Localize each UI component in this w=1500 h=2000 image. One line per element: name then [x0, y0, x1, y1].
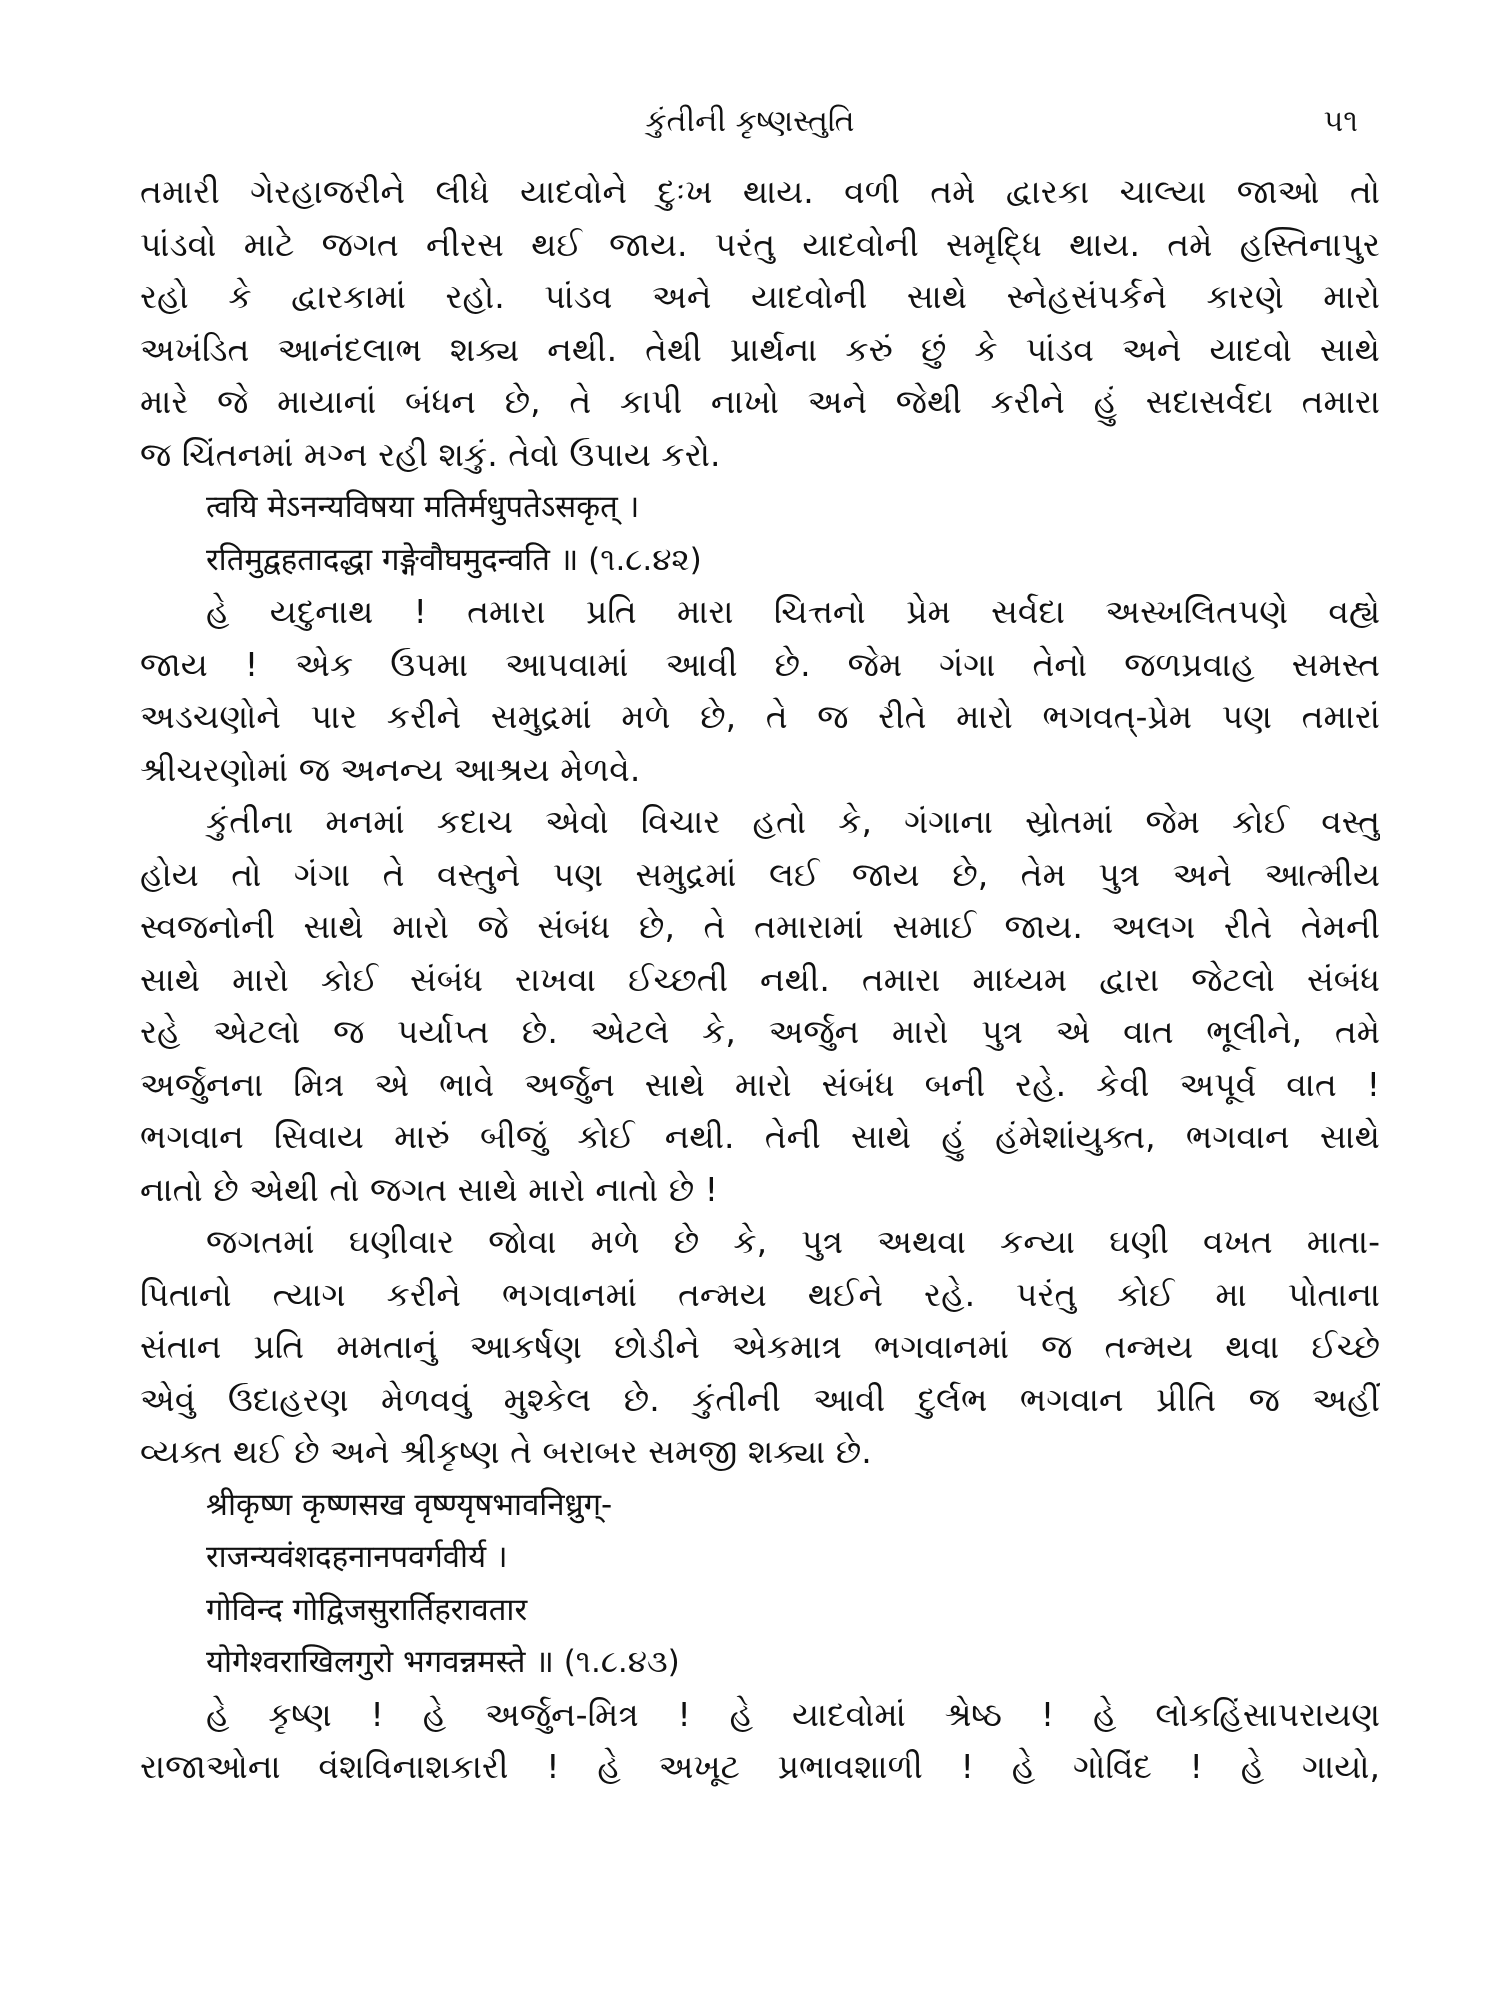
text-line: રહો કે દ્વારકામાં રહો. પાંડવ અને યાદવોની સાથે સ્નેહસંપર્કને કારણે મારો [140, 277, 1380, 316]
verse-line: श्रीकृष्ण कृष्णसख वृष्ण्यृषभावनिध्रुग्- [206, 1486, 613, 1523]
verse-line: गोविन्द गोद्विजसुरार्तिहरावतार [206, 1591, 528, 1628]
text-line: એવું ઉદાહરણ મેળવવું મુશ્કેલ છે. કુંતીની આવી દુર્લભ ભગવાન પ્રીતિ જ અહીં [140, 1379, 1380, 1419]
paragraph-first-line: હે યદુનાથ ! તમારા પ્રતિ મારા ચિત્તનો પ્રેમ સર્વદા અસ્ખલિતપણે વહ્યે [206, 592, 1380, 631]
verse-line: त्वयि मेऽनन्यविषया मतिर्मधुपतेऽसकृत् । [206, 489, 640, 525]
text-line: નાતો છે એથી તો જગત સાથે મારો નાતો છે ! [140, 1169, 718, 1209]
verse-line: रतिमुद्वहतादद्धा गङ्गेवौघमुदन्वति ॥ (૧.૮.૪૨) [206, 541, 702, 578]
text-line: અખંડિત આનંદલાભ શક્ય નથી. તેથી પ્રાર્થના કરું છું કે પાંડવ અને યાદવો સાથે [140, 329, 1380, 369]
verse-line: राजन्यवंशदहनानपवर्गवीर्य । [206, 1539, 508, 1575]
text-line: વ્યક્ત થઈ છે અને શ્રીકૃષ્ણ તે બરાબર સમજી શક્યા છે. [140, 1432, 872, 1471]
text-line: પાંડવો માટે જગત નીરસ થઈ જાય. પરંતુ યાદવોની સમૃદ્ધિ થાય. તમે હસ્તિનાપુર [140, 224, 1380, 264]
text-line: મારે જે માયાનાં બંધન છે, તે કાપી નાખો અને જેથી કરીને હું સદાસર્વદા તમારા [140, 382, 1380, 421]
text-line: હોય તો ગંગા તે વસ્તુને પણ સમુદ્રમાં લઈ જાય છે, તેમ પુત્ર અને આત્મીય [140, 854, 1380, 894]
page-number: ૫૧ [1323, 104, 1358, 139]
running-header [0, 100, 1500, 144]
running-title: કુંતીની કૃષ્ણસ્તુતિ [645, 104, 855, 139]
paragraph-first-line: કુંતીના મનમાં કદાચ એવો વિચાર હતો કે, ગંગાના સ્રોતમાં જેમ કોઈ વસ્તુ [206, 802, 1380, 841]
body-text [140, 166, 1380, 1794]
paragraph-first-line: હે કૃષ્ણ ! હે અર્જુન-મિત્ર ! હે યાદવોમાં શ્રેષ્ઠ ! હે લોકહિંસાપરાયણ [206, 1694, 1380, 1734]
text-line: રાજાઓના વંશવિનાશકારી ! હે અખૂટ પ્રભાવશાળી ! હે ગોવિંદ ! હે ગાયો, [140, 1747, 1380, 1786]
text-line: ભગવાન સિવાય મારું બીજું કોઈ નથી. તેની સાથે હું હંમેશાંયુક્ત, ભગવાન સાથે [140, 1117, 1380, 1156]
text-line: અડચણોને પાર કરીને સમુદ્રમાં મળે છે, તે જ રીતે મારો ભગવત્-પ્રેમ પણ તમારાં [140, 697, 1380, 736]
text-line: સ્વજનોની સાથે મારો જે સંબંધ છે, તે તમારામાં સમાઈ જાય. અલગ રીતે તેમની [140, 907, 1380, 946]
text-line: જાય ! એક ઉપમા આપવામાં આવી છે. જેમ ગંગા તેનો જળપ્રવાહ સમસ્ત [140, 644, 1380, 684]
paragraph-first-line: જગતમાં ઘણીવાર જોવા મળે છે કે, પુત્ર અથવા કન્યા ઘણી વખત માતા- [206, 1222, 1380, 1261]
text-line: રહે એટલો જ પર્યાપ્ત છે. એટલે કે, અર્જુન મારો પુત્ર એ વાત ભૂલીને, તમે [140, 1012, 1380, 1051]
text-line: તમારી ગેરહાજરીને લીધે યાદવોને દુઃખ થાય. વળી તમે દ્વારકા ચાલ્યા જાઓ તો [140, 172, 1380, 211]
text-line: સંતાન પ્રતિ મમતાનું આકર્ષણ છોડીને એકમાત્ર ભગવાનમાં જ તન્મય થવા ઈચ્છે [140, 1327, 1380, 1366]
verse-line: योगेश्वराखिलगुरो भगवन्नमस्ते ॥ (૧.૮.૪૩) [206, 1644, 680, 1680]
text-line: પિતાનો ત્યાગ કરીને ભગવાનમાં તન્મય થઈને રહે. પરંતુ કોઈ મા પોતાના [140, 1274, 1380, 1314]
text-line: સાથે મારો કોઈ સંબંધ રાખવા ઈચ્છતી નથી. તમારા માધ્યમ દ્વારા જેટલો સંબંધ [140, 959, 1380, 999]
text-line: અર્જુનના મિત્ર એ ભાવે અર્જુન સાથે મારો સંબંધ બની રહે. કેવી અપૂર્વ વાત ! [140, 1064, 1380, 1104]
text-line: જ ચિંતનમાં મગ્ન રહી શકું. તેવો ઉપાય કરો. [140, 434, 721, 474]
text-line: શ્રીચરણોમાં જ અનન્ય આશ્રય મેળવે. [140, 749, 641, 789]
